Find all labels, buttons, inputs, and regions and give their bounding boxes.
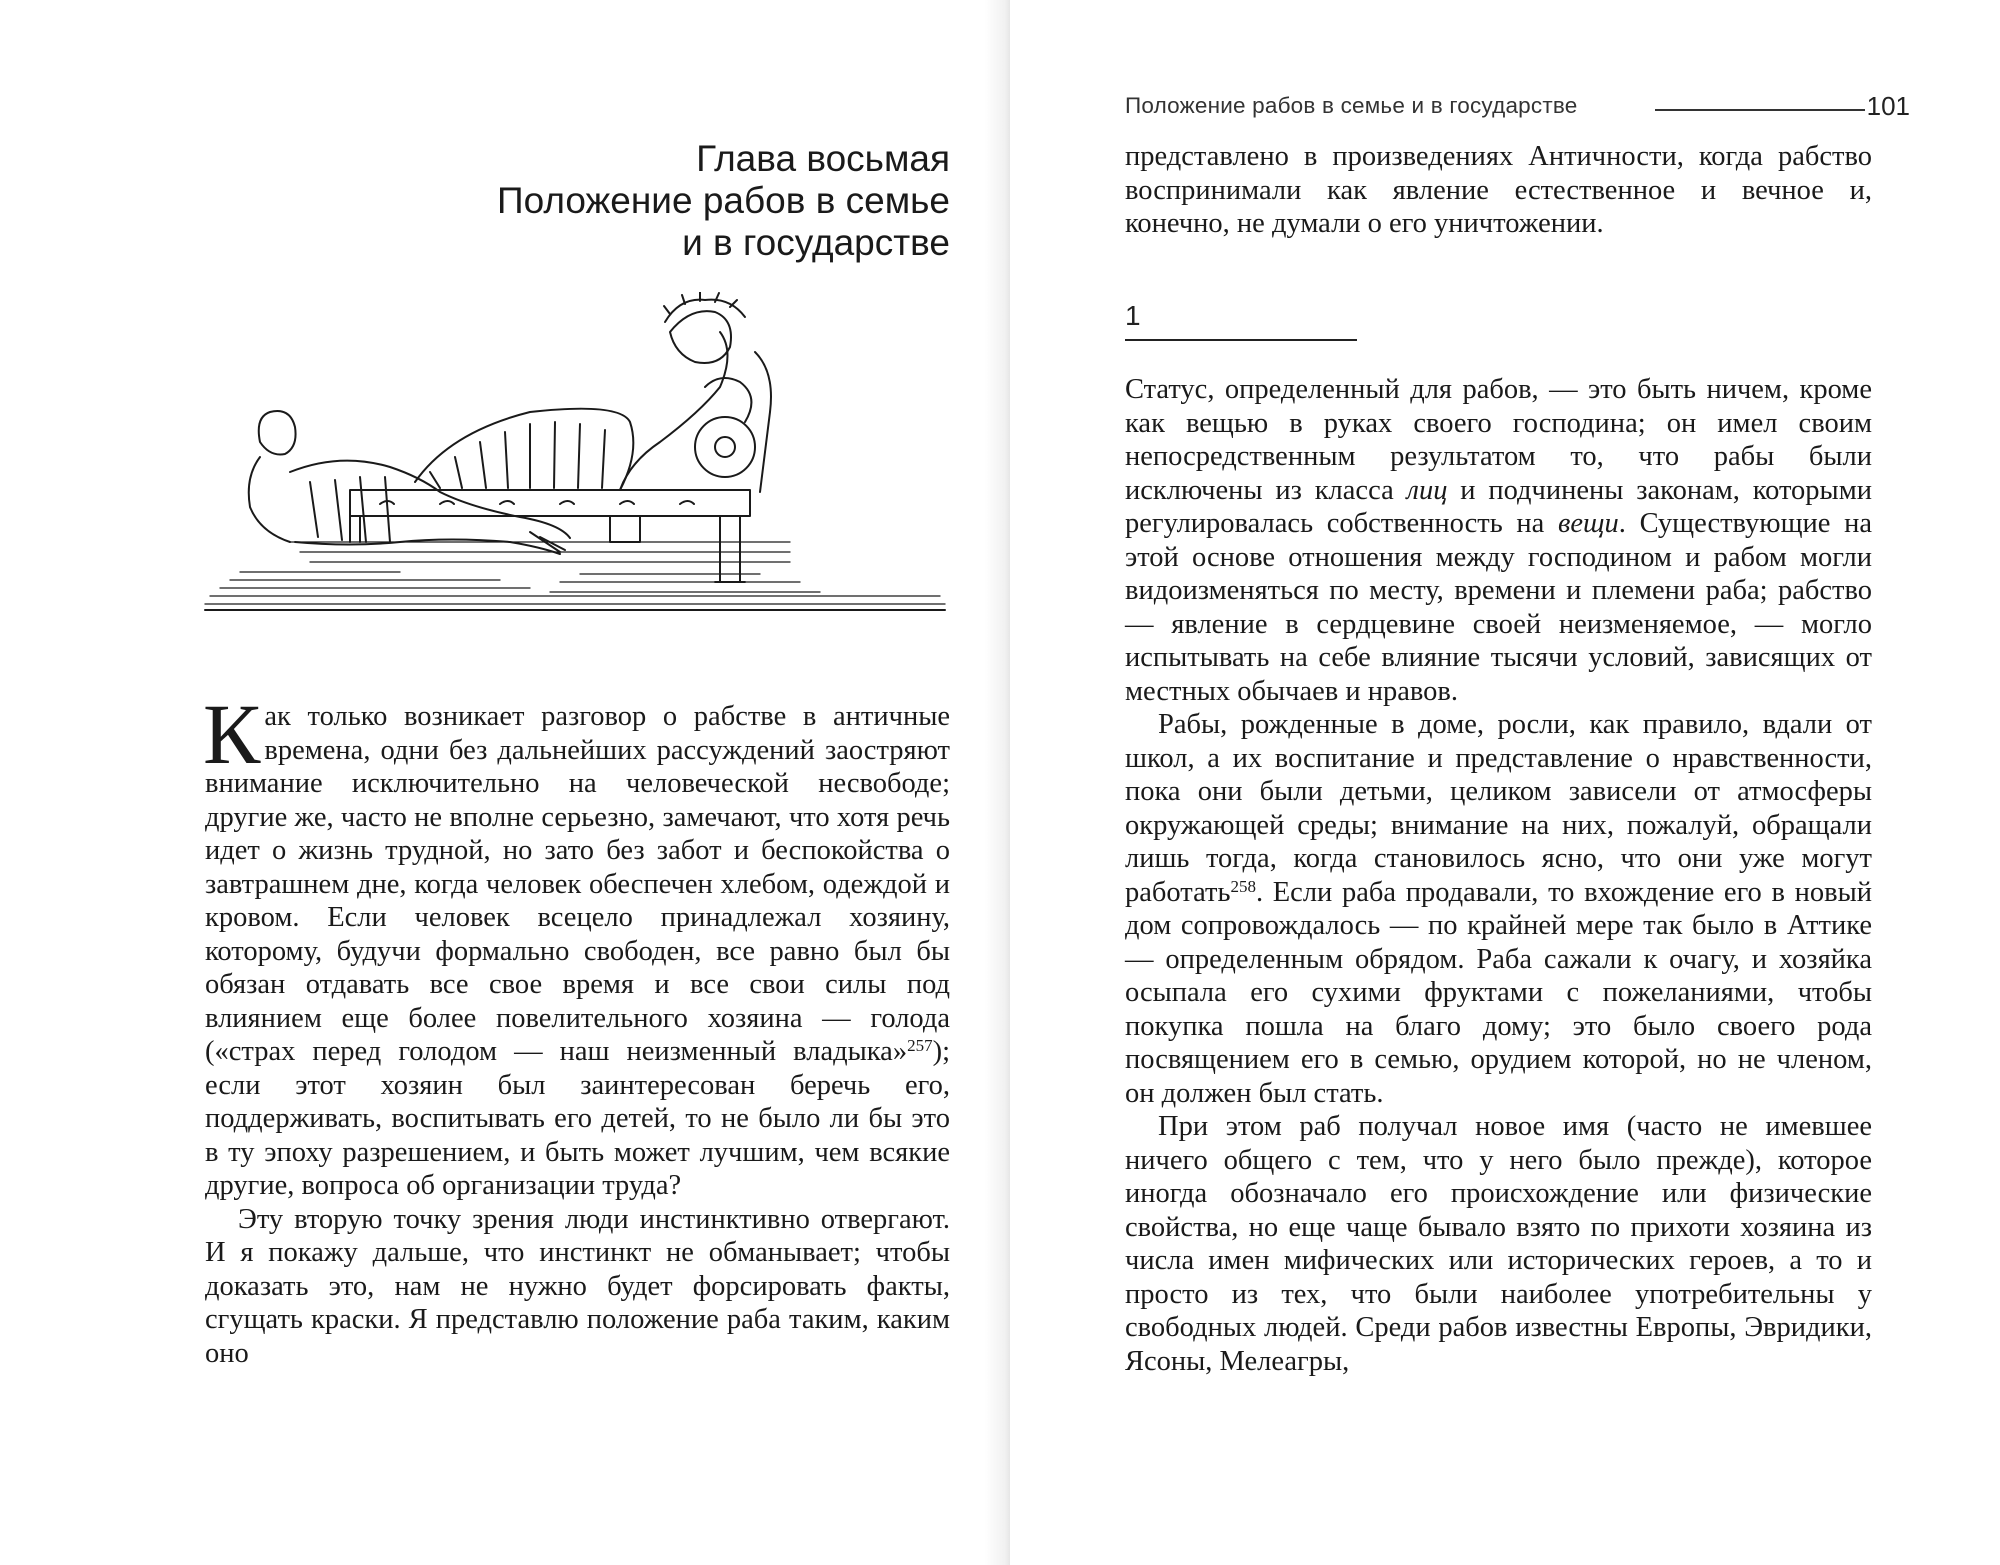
running-header-title: Положение рабов в семье и в государстве xyxy=(1125,93,1578,118)
continued-paragraph-text: представлено в произведениях Античности, когда рабство воспринимали как явление естественное и вечное и, конечно, не думали о его уничтожении. xyxy=(1125,141,1872,239)
right-paragraph-3: При этом раб получал новое имя (часто не имевшее ничего общего с тем, что у него было прежде), которое иногда обозначало его происхождение или физические свойства, но еще чаще бывало взято по прихоти хозяина из числа имен мифических или исторических героев, а то и просто из тех, что были наиболее употребительны у свободных людей. Среди рабов известны Европы, Эвридики, Ясоны, Мелеагры, xyxy=(1125,1111,1872,1377)
right-paragraph-1-middle: и подчинены законам, которыми регулировалась собственность на xyxy=(1125,474,1872,539)
running-header-rule xyxy=(1655,109,1865,111)
reclining-banquet-figures-illustration xyxy=(200,292,950,637)
right-paragraph-2 xyxy=(1125,708,1872,1110)
master-figure xyxy=(415,292,771,492)
left-paragraph-1-text: ак только возникает разговор о рабстве в античные времена, одни без дальнейших рассуждений заостряют внимание исключительно на человеческой несвободе; другие же, часто не вполне серьезно, замечают, что хотя речь идет о жизнь трудной, но зато без забот и беспокойства о завтрашнем дне, когда человек обеспечен хлебом, одеждой и кровом. Если человек всецело принадлежал хозяину, которому, будучи формально свободен, все равно был бы обязан отдавать все свое время и все свои силы под влиянием еще более повелительного хозяина — голода («страх перед голодом — наш неизменный владыка» xyxy=(205,701,950,1067)
footnote-ref-257[interactable]: 257 xyxy=(907,1036,933,1055)
left-body-text xyxy=(203,686,950,1370)
running-header xyxy=(1125,93,1910,123)
right-paragraph-2-start: Рабы, рожденные в доме, росли, как правило, вдали от школ, а их воспитание и представление о нравственности, пока они были детьми, целиком зависели от атмосферы окружающей среды; внимание на них, пожалуй, обращали лишь тогда, когда становилось ясно, что они уже могут работать xyxy=(1125,709,1872,908)
right-paragraph-1-end: . Существующие на этой основе отношения между господином и рабом могли видоизменяться по месту, времени и племени раба; рабство — явление в сердцевине своей неизменяемое, — могло испытывать на себе влияние тысячи условий, зависящих от местных обычаев и нравов. xyxy=(1125,508,1872,707)
right-paragraph-2-end: . Если раба продавали, то вхождение его в новый дом сопровождалось — по крайней мере так было в Аттике — определенным обрядом. Раба сажали к очагу, и хозяйка осыпала его сухими фруктами с пожеланиями, чтобы покупка пошла на благо дому; это было своего рода посвящением его в семью, орудием которой, но не членом, он должен был стать. xyxy=(1125,876,1872,1109)
section-rule xyxy=(1125,339,1357,341)
right-paragraph-1 xyxy=(1125,373,1872,708)
chapter-title-line-2: Положение рабов в семье xyxy=(497,180,950,221)
drop-cap: К xyxy=(203,686,261,782)
right-page xyxy=(1010,0,2000,1565)
footnote-ref-258[interactable]: 258 xyxy=(1230,876,1256,896)
emphasis-lits: лиц xyxy=(1406,474,1448,506)
right-paragraph-1-start: Статус, определенный для рабов, — это быть ничем, кроме как вещью в руках своего господина; он имел своим непосредственным результатом то, что рабы были исключены из класса xyxy=(1125,374,1872,506)
chapter-title-line-3: и в государстве xyxy=(682,222,950,263)
emphasis-veshchi: вещи xyxy=(1558,508,1619,539)
right-body-text xyxy=(1125,373,1872,1378)
page-number: 101 xyxy=(1866,91,1910,121)
chapter-title-line-1: Глава восьмая xyxy=(696,138,950,179)
slave-figure xyxy=(249,411,570,554)
floor-hatching xyxy=(205,542,945,610)
couch xyxy=(350,490,750,582)
chapter-title xyxy=(230,138,950,264)
continued-paragraph xyxy=(1125,140,1872,241)
left-paragraph-1-tail: ); если этот хозяин был заинтересован беречь его, поддерживать, воспитывать его детей, то не было ли бы это в ту эпоху разрешением, и быть может лучшим, чем всякие другие, вопроса об организации труда? xyxy=(205,1036,950,1201)
left-paragraph-1 xyxy=(203,686,950,1203)
left-paragraph-2: Эту вторую точку зрения люди инстинктивно отвергают. И я покажу дальше, что инстинкт не обманывает; чтобы доказать это, нам не нужно будет форсировать факты, сгущать краски. Я представлю положение раба таким, каким оно xyxy=(205,1203,950,1369)
section-number: 1 xyxy=(1125,300,1141,331)
